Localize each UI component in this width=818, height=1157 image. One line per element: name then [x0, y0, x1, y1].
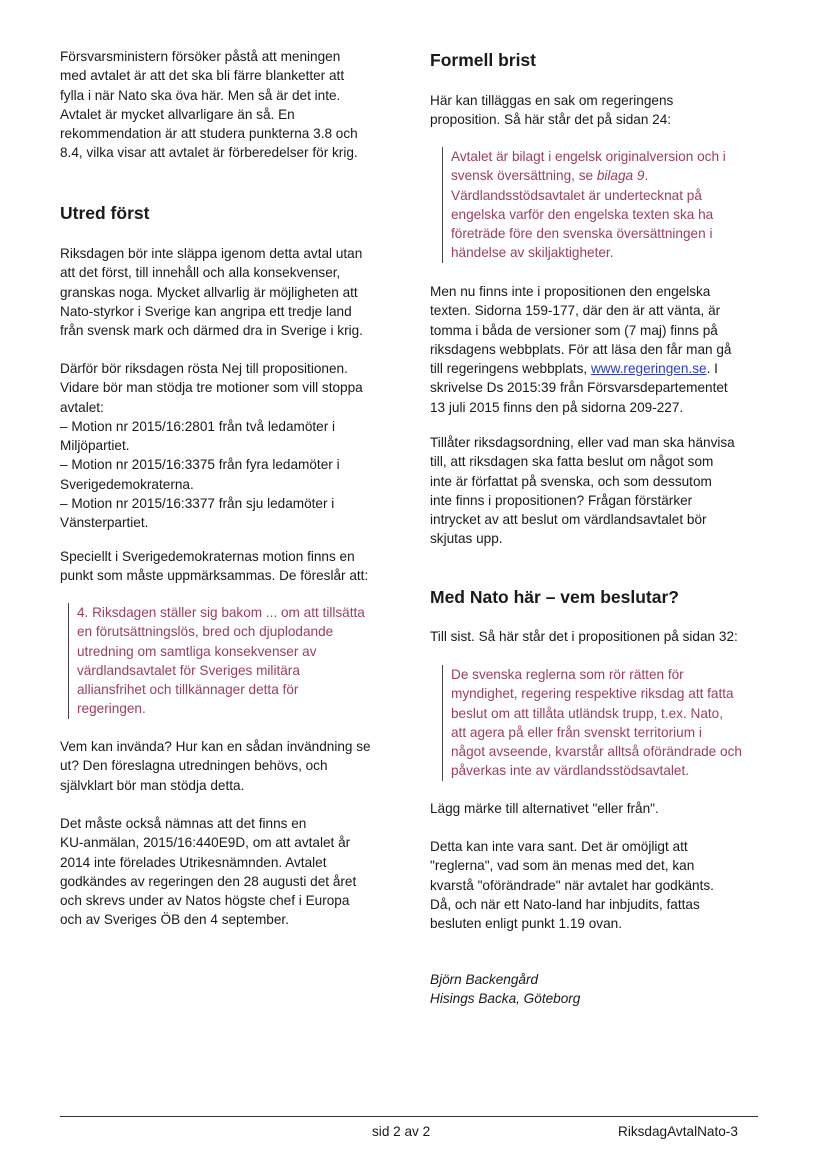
- text-line: 8.4, vilka visar att avtalet är förberedelser för krig.: [60, 145, 358, 161]
- text-line: tomma i båda de versioner som (7 maj) finns på: [430, 322, 718, 338]
- text-line: Värdlandsstödsavtalet är undertecknat på: [451, 187, 702, 203]
- paragraph-motioner: [60, 359, 382, 533]
- text-line: riksdagens webbplats. För att läsa den får man gå: [430, 341, 732, 357]
- text-fragment: till regeringens webbplats,: [430, 361, 591, 377]
- text-line: och av Sveriges ÖB den 4 september.: [60, 912, 289, 928]
- text-line: fylla i när Nato ska öva här. Men så är det inte.: [60, 87, 341, 103]
- text-line: händelse av skiljaktigheter.: [451, 245, 614, 261]
- text-line: – Motion nr 2015/16:2801 från två ledamöter i: [60, 418, 336, 434]
- blockquote-bilaga: [442, 147, 771, 263]
- blockquote-reglerna: [442, 665, 775, 781]
- text-line: punkt som måste uppmärksammas. De föreslår att:: [60, 568, 369, 584]
- text-line: Då, och när ett Nato-land har inbjudits, fattas: [430, 896, 700, 912]
- paragraph-riksdagsordning: [430, 433, 766, 549]
- paragraph-proposition: [430, 91, 766, 130]
- paragraph-intro: [60, 47, 382, 163]
- text-line: beslut om att tillåta utländsk trupp, t.ex. Nato,: [451, 705, 724, 721]
- text-line: med avtalet är att det ska bli färre blanketter att: [60, 68, 345, 84]
- paragraph-ku-anmalan: [60, 814, 382, 930]
- paragraph-engelska-texten: [430, 282, 766, 417]
- paragraph-till-sist: [430, 627, 766, 646]
- text-line: [430, 359, 766, 378]
- text-line: proposition. Så här står det på sidan 24:: [430, 112, 672, 128]
- text-line: intrycket av att beslut om värdlandsavtalet bör: [430, 512, 707, 528]
- text-line: godkändes av regeringen den 28 augusti det året: [60, 873, 357, 889]
- text-line: skjutas upp.: [430, 531, 503, 547]
- text-line: självklart bör man stödja detta.: [60, 777, 245, 793]
- text-line: från svensk mark och därmed dra in Sverige i krig.: [60, 323, 363, 339]
- regeringen-link[interactable]: www.regeringen.se: [590, 361, 707, 377]
- signature: [430, 970, 766, 1009]
- text-line: något avseende, kvarstår alltså oförändrade och: [451, 744, 742, 760]
- text-line: inte är författat på svenska, och som dessutom: [430, 473, 712, 489]
- text-fragment: . I: [706, 361, 718, 377]
- text-line: Tillåter riksdagsordning, eller vad man ska hänvisa: [430, 435, 735, 450]
- heading-med-nato: Med Nato här – vem beslutar?: [430, 587, 679, 607]
- quote-line: Avtalet är bilagt i engelsk originalversion och i: [451, 149, 726, 164]
- text-line: och skrevs under av Natos högste chef i Europa: [60, 893, 350, 909]
- quote-text: .: [644, 168, 649, 184]
- text-line: skrivelse Ds 2015:39 från Försvarsdepartementet: [430, 380, 728, 396]
- text-line: rekommendation är att studera punkterna 3.8 och: [60, 126, 358, 142]
- text-line: att agera på eller från svenskt territorium i: [451, 724, 702, 740]
- text-line: Vem kan invända? Hur kan en sådan invändning se: [60, 739, 371, 754]
- text-line: – Motion nr 2015/16:3375 från fyra ledamöter i: [60, 457, 340, 473]
- text-line: – Motion nr 2015/16:3377 från sju ledamöter i: [60, 496, 335, 512]
- paragraph-utred: [60, 244, 382, 340]
- text-line: till, att riksdagen ska fatta beslut om något som: [430, 454, 714, 470]
- text-line: påverkas inte av värdlandsstödsavtalet.: [451, 763, 690, 779]
- text-line: Hisings Backa, Göteborg: [430, 991, 581, 1007]
- text-line: myndighet, regering respektive riksdag att fatta: [451, 686, 734, 702]
- text-line: inte finns i propositionen? Frågan förstärker: [430, 492, 693, 508]
- quote-text: svensk översättning, se: [451, 168, 597, 184]
- footer-document-name: RiksdagAvtalNato-3: [618, 1124, 738, 1139]
- text-line: Vänsterpartiet.: [60, 515, 149, 531]
- text-line: Vidare bör man stödja tre motioner som vill stoppa: [60, 380, 363, 396]
- paragraph-lagg-marke: [430, 799, 766, 818]
- text-line: Riksdagen bör inte släppa igenom detta avtal utan: [60, 246, 363, 261]
- text-line: granskas noga. Mycket allvarlig är möjligheten att: [60, 284, 358, 300]
- heading-utred-forst: Utred först: [60, 203, 150, 223]
- footer-page-number: sid 2 av 2: [372, 1124, 431, 1139]
- text-line: att det först, till innehåll och alla konsekvenser,: [60, 265, 341, 281]
- text-line: Björn Backengård: [430, 972, 539, 987]
- text-line: värdlandsavtalet för Sveriges militära: [77, 662, 300, 678]
- text-line: "reglerna", vad som än menas med det, kan: [430, 858, 695, 874]
- text-line: Avtalet är mycket allvarligare än så. En: [60, 106, 295, 122]
- text-line: 13 juli 2015 finns den på sidorna 209-227.: [430, 399, 684, 415]
- heading-formell-brist: Formell brist: [430, 50, 536, 70]
- paragraph-invanda: [60, 737, 382, 795]
- text-line: KU-anmälan, 2015/16:440E9D, om att avtalet år: [60, 835, 351, 851]
- text-line: Nato-styrkor i Sverige kan angripa ett tredje land: [60, 303, 352, 319]
- text-line: Miljöpartiet.: [60, 438, 130, 454]
- text-line: engelska varför den engelska texten ska ha: [451, 206, 714, 222]
- text-line: 4. Riksdagen ställer sig bakom ... om att tillsätta: [77, 605, 365, 620]
- text-line: besluten enligt punkt 1.19 ovan.: [430, 916, 622, 932]
- paragraph-speciellt: [60, 547, 382, 586]
- text-line: avtalet:: [60, 399, 104, 415]
- text-line: Det måste också nämnas att det finns en: [60, 816, 307, 831]
- text-line: Sverigedemokraterna.: [60, 476, 194, 492]
- text-line: Men nu finns inte i propositionen den engelska: [430, 284, 711, 299]
- text-line: Försvarsministern försöker påstå att meningen: [60, 49, 341, 64]
- footer-divider: [60, 1116, 758, 1117]
- quote-line: [451, 166, 771, 185]
- text-line: alliansfrihet och tillkännager detta för: [77, 682, 299, 698]
- text-line: regeringen.: [77, 701, 146, 717]
- text-line: kvarstå "oförändrade" när avtalet har godkänts.: [430, 877, 714, 893]
- text-line: en förutsättningslös, bred och djuplodande: [77, 624, 334, 640]
- text-line: De svenska reglerna som rör rätten för: [451, 667, 684, 682]
- text-line: företräde före den svenska översättningen i: [451, 226, 713, 242]
- text-line: Detta kan inte vara sant. Det är omöjligt att: [430, 839, 688, 854]
- text-line: Här kan tilläggas en sak om regeringens: [430, 93, 674, 108]
- paragraph-detta-kan: [430, 837, 766, 933]
- text-line: Därför bör riksdagen rösta Nej till propositionen.: [60, 361, 348, 376]
- text-line: Lägg märke till alternativet "eller från".: [430, 801, 659, 816]
- text-line: utredning om samtliga konsekvenser av: [77, 643, 317, 659]
- text-line: 2014 inte förelades Utrikesnämnden. Avtalet: [60, 854, 327, 870]
- text-line: Speciellt i Sverigedemokraternas motion finns en: [60, 549, 355, 564]
- text-line: ut? Den föreslagna utredningen behövs, och: [60, 758, 328, 774]
- text-line: Till sist. Så här står det i propositionen på sidan 32:: [430, 629, 738, 644]
- text-line: texten. Sidorna 159-177, där den är att vänta, är: [430, 303, 721, 319]
- bilaga-reference: bilaga 9: [596, 168, 645, 184]
- blockquote-motion: [68, 603, 397, 719]
